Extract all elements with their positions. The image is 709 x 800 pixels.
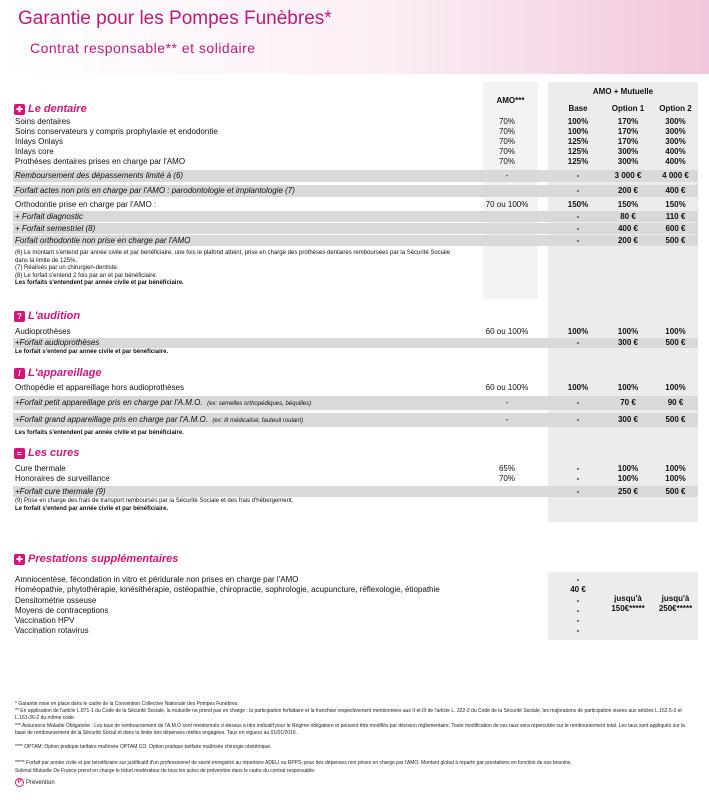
table-row bbox=[13, 338, 698, 348]
cell-base: - bbox=[576, 464, 580, 473]
table-row bbox=[13, 147, 698, 157]
ear-icon: ? bbox=[14, 311, 25, 322]
footnote-3: *** Assurance Maladie Obligatoire : Les taux de remboursement de l'A.M.O sont mentionnés ci-dessus à titre indicatif pour le Régime obligatoire et peuvent être modifiés par décision réglementaire. Toute modification de ces taux sera répercutée sur le remboursement total. Les taux sont appliqués sur la base de remboursement de la Sécurité Social et dans la limite des dépenses réelles engagées. Taux en vigueur au 01/01/2016. bbox=[15, 723, 685, 736]
row-label-text: +Forfait petit appareillage pris en charge par l'A.M.O. bbox=[15, 398, 203, 407]
section-dentaire bbox=[14, 102, 87, 116]
row-label: Soins dentaires bbox=[15, 117, 71, 126]
cell-option1: 3 000 € bbox=[614, 171, 642, 180]
table-row bbox=[13, 413, 698, 427]
row-label bbox=[15, 413, 303, 428]
cell-option2: 500 € bbox=[665, 487, 686, 496]
table-row bbox=[13, 157, 698, 167]
row-label: Forfait orthodontie non prise en charge par l'AMO bbox=[15, 236, 191, 245]
cell-base: - bbox=[576, 626, 580, 635]
cell-base: 40 € bbox=[570, 585, 586, 594]
cell-option1: 100% bbox=[617, 327, 639, 336]
cell-amo: 70% bbox=[498, 474, 515, 483]
row-label: Forfait actes non pris en charge par l'AMO : parodontologie et implantologie (7) bbox=[15, 186, 295, 195]
header-option2: Option 2 bbox=[659, 104, 692, 113]
cell-option1: 100% bbox=[617, 474, 639, 483]
cell-option1: 300% bbox=[617, 147, 639, 156]
cell-option1: 170% bbox=[617, 127, 639, 136]
section-appareillage bbox=[14, 366, 102, 380]
table-row bbox=[13, 396, 698, 410]
prevention-label: Prévention bbox=[26, 780, 55, 787]
footnote-1: * Garantie mise en place dans le cadre de la Convention Collective Nationale des Pompes Funèbres. bbox=[15, 701, 239, 707]
cell-base: - bbox=[576, 596, 580, 605]
note-line: (7) Réalisés par un chirurgien-dentiste. bbox=[15, 265, 119, 271]
table-row bbox=[13, 170, 698, 182]
cell-option1: 80 € bbox=[620, 212, 636, 221]
prestations-option1-value: 150€***** bbox=[611, 604, 645, 613]
note-line: dans la limite de 125%. bbox=[15, 257, 78, 264]
footnote-2: ** En application de l'article L.871-1 du Code de la Sécurité Sociale, la mutuelle ne prend pas en charge : la participation forfaitaire et la franchise respectivement mentionnées aux II et III de l'article L. 322-2 du Code de la Sécurité Sociale, les majorations de participation visées aux articles L.162.5-3 et L.161-36-2 du même code. bbox=[15, 708, 682, 721]
note-line: (8) Le forfait s'entend 2 fois par an et par bénéficiaire. bbox=[15, 272, 158, 279]
cell-base: - bbox=[576, 236, 580, 245]
row-label: Inlays Onlays bbox=[15, 137, 64, 146]
spa-icon: ≈ bbox=[14, 448, 25, 459]
cell-option2: 100% bbox=[665, 327, 686, 336]
table-row bbox=[13, 464, 698, 474]
cell-base: - bbox=[576, 224, 580, 233]
table-row bbox=[13, 596, 698, 606]
cell-option1: 200 € bbox=[617, 236, 639, 245]
cell-option2: 300% bbox=[665, 127, 686, 136]
cell-amo: - bbox=[505, 171, 509, 180]
cell-option2: 600 € bbox=[665, 224, 686, 233]
table-row bbox=[13, 626, 698, 636]
cell-option2: 150% bbox=[665, 200, 686, 209]
cell-option1: 170% bbox=[617, 137, 639, 146]
cell-option1: 100% bbox=[617, 464, 639, 473]
dentaire-notes bbox=[15, 250, 535, 288]
tooth-icon: ✚ bbox=[14, 104, 25, 115]
cell-option2: 100% bbox=[665, 383, 686, 392]
row-label: Inlays core bbox=[15, 147, 54, 156]
cell-option1: 300% bbox=[617, 157, 639, 166]
cell-option2: 300% bbox=[665, 137, 686, 146]
cell-base: - bbox=[576, 338, 580, 347]
row-label: Orthopédie et appareillage hors audioprothèses bbox=[15, 383, 185, 392]
cell-option2: 500 € bbox=[665, 415, 686, 424]
row-label: Orthodontie prise en charge par l'AMO : bbox=[15, 200, 157, 209]
section-title: Prestations supplémentaires bbox=[28, 553, 179, 565]
cell-option2: 100% bbox=[665, 474, 686, 483]
appareillage-note bbox=[15, 430, 535, 438]
row-example: (ex: semelles orthopédiques, béquilles) bbox=[207, 401, 312, 407]
cell-option2: 4 000 € bbox=[662, 171, 689, 180]
row-label: Honoraires de surveillance bbox=[15, 474, 110, 483]
table-row bbox=[13, 223, 698, 234]
table-row bbox=[13, 585, 698, 595]
cell-option2: 110 € bbox=[665, 212, 686, 221]
plus-cross-icon: ✚ bbox=[14, 554, 25, 565]
cell-base: 125% bbox=[567, 137, 589, 146]
table-row bbox=[13, 575, 698, 585]
cell-option1: 150% bbox=[617, 200, 639, 209]
note-line: (6) Le montant s'entend par année civile et par bénéficiaire, une fois le plafond atteint, prise en charge des prothèses dentaires remboursées par la Sécurité Sociale bbox=[15, 250, 451, 256]
note-line: (9) Prise en charge des frais de transport remboursés par la Sécurité Sociale et des frais d'hébergement. bbox=[15, 498, 294, 504]
table-row bbox=[13, 211, 698, 222]
table-row bbox=[13, 199, 698, 210]
row-example: (ex: lit médicalisé, fauteuil roulant) bbox=[212, 418, 304, 424]
cell-amo: 70% bbox=[498, 117, 515, 126]
header-option1: Option 1 bbox=[611, 104, 645, 113]
row-label: Soins conservateurs y compris prophylaxie et endodontie bbox=[15, 127, 218, 136]
table-row bbox=[13, 383, 698, 393]
cell-option2: 400% bbox=[665, 157, 686, 166]
cell-option1: 400 € bbox=[617, 224, 639, 233]
table-row bbox=[13, 117, 698, 127]
cell-base: 100% bbox=[567, 383, 589, 392]
row-label: + Forfait semestriel (8) bbox=[15, 224, 96, 233]
cell-option1: 170% bbox=[617, 117, 639, 126]
row-label: Cure thermale bbox=[15, 464, 66, 473]
section-title: Les cures bbox=[28, 447, 80, 459]
row-label: Audioprothèses bbox=[15, 327, 71, 336]
section-audition bbox=[14, 309, 80, 323]
prestations-option2-prefix: jusqu'à bbox=[661, 594, 690, 603]
header-amo-mutuelle: AMO + Mutuelle bbox=[592, 87, 654, 96]
cell-base: - bbox=[576, 186, 580, 195]
cell-base: 100% bbox=[567, 117, 589, 126]
prevention-legend bbox=[15, 778, 695, 788]
table-row bbox=[13, 327, 698, 337]
row-label: Moyens de contraceptions bbox=[15, 606, 109, 615]
footnote-6: Solimut Mutuelle De France prend en charge le ticket modérateur de tous les actes de prévention dans le cadre du contrat responsable. bbox=[15, 768, 316, 774]
row-label: Homéopathie, phytothérapie, kinésithérapie, ostéopathie, chiropractie, sophrologie, acupuncture, réflexologie, étiopathie bbox=[15, 585, 440, 594]
cell-option2: 90 € bbox=[667, 398, 684, 407]
row-label: +Forfait cure thermale (9) bbox=[15, 487, 106, 496]
section-title: L'appareillage bbox=[28, 367, 102, 379]
cell-base: 150% bbox=[567, 200, 589, 209]
note-bold: Les forfaits s'entendent par année civile et par bénéficiaire. bbox=[15, 280, 184, 286]
table-row bbox=[13, 235, 698, 246]
cell-option1: 300 € bbox=[617, 415, 639, 424]
section-title: L'audition bbox=[28, 310, 81, 322]
table-row bbox=[13, 137, 698, 147]
note-bold: Le forfait s'entend par année civile et par bénéficiaire. bbox=[15, 349, 169, 355]
page-header bbox=[0, 0, 709, 74]
cell-base: - bbox=[576, 616, 580, 625]
cell-option2: 400% bbox=[665, 147, 686, 156]
audition-note bbox=[15, 349, 535, 357]
prestations-option1-prefix: jusqu'à bbox=[614, 594, 642, 603]
row-label: +Forfait audioprothèses bbox=[15, 338, 100, 347]
header-amo: AMO*** bbox=[496, 96, 525, 105]
page-subtitle: Contrat responsable** et solidaire bbox=[30, 40, 256, 56]
cell-base: 125% bbox=[567, 157, 589, 166]
row-label-text: +Forfait grand appareillage pris en charge par l'A.M.O. bbox=[15, 415, 208, 424]
cell-amo: - bbox=[505, 398, 509, 407]
cell-amo: 70% bbox=[498, 157, 515, 166]
cell-base: - bbox=[576, 398, 580, 407]
cell-option1: 100% bbox=[617, 383, 639, 392]
cell-amo: 70% bbox=[498, 147, 515, 156]
cell-amo: 70% bbox=[498, 127, 515, 136]
table-row bbox=[13, 616, 698, 626]
cell-option1: 200 € bbox=[617, 186, 639, 195]
cell-amo: - bbox=[505, 415, 509, 424]
cell-base: - bbox=[576, 606, 580, 615]
row-label: Vaccination HPV bbox=[15, 616, 75, 625]
page-title: Garantie pour les Pompes Funèbres* bbox=[18, 8, 332, 29]
row-label: Prothèses dentaires prises en charge par l'AMO bbox=[15, 157, 186, 166]
cell-option1: 250 € bbox=[617, 487, 639, 496]
cell-base: - bbox=[576, 415, 580, 424]
cell-amo: 60 ou 100% bbox=[485, 327, 529, 336]
cell-base: 125% bbox=[567, 147, 589, 156]
cell-option2: 100% bbox=[665, 464, 686, 473]
row-label bbox=[15, 396, 311, 411]
note-bold: Les forfaits s'entendent par année civile et par bénéficiaire. bbox=[15, 430, 184, 436]
cell-base: 100% bbox=[567, 327, 589, 336]
cell-option1: 70 € bbox=[620, 398, 636, 407]
cell-option2: 300% bbox=[665, 117, 686, 126]
footnote-5: ***** Forfait par année civile et par bénéficiaire sur justificatif d'un professionnel de santé enregistré au répertoire ADELI ou RPPS, pour des dépenses non prises en charge par l'AMO. Montant global à répartir par prestations en fonction de vos besoins. bbox=[15, 760, 572, 766]
row-label: Vaccination rotavirus bbox=[15, 626, 89, 635]
cell-option1: 300 € bbox=[617, 338, 639, 347]
cell-base: - bbox=[576, 171, 580, 180]
section-prestations bbox=[14, 552, 178, 566]
table-row bbox=[13, 606, 698, 616]
cell-amo: 65% bbox=[498, 464, 515, 473]
header-base: Base bbox=[568, 104, 588, 113]
table-row bbox=[13, 474, 698, 484]
cures-notes bbox=[15, 498, 535, 513]
row-label: Densitométrie osseuse bbox=[15, 596, 97, 605]
cell-amo: 70 ou 100% bbox=[485, 200, 529, 209]
cell-amo: 70% bbox=[498, 137, 515, 146]
cell-option2: 500 € bbox=[665, 236, 686, 245]
cell-option2: 400 € bbox=[665, 186, 686, 195]
section-title: Le dentaire bbox=[28, 103, 87, 115]
cell-base: - bbox=[576, 474, 580, 483]
cell-option2: 500 € bbox=[665, 338, 686, 347]
section-cures bbox=[14, 446, 79, 460]
row-label: Remboursement des dépassements limité à (6) bbox=[15, 171, 184, 180]
cell-base: - bbox=[576, 487, 580, 496]
cell-base: 100% bbox=[567, 127, 589, 136]
table-row bbox=[13, 127, 698, 137]
row-label: + Forfait diagnostic bbox=[15, 212, 83, 221]
table-row bbox=[13, 185, 698, 197]
prestations-option2-value: 250€***** bbox=[658, 604, 693, 613]
row-label: Amniocentèse, fécondation in vitro et péridurale non prises en charge par l'AMO bbox=[15, 575, 299, 584]
note-bold: Le forfait s'entend par année civile et par bénéficiaire. bbox=[15, 505, 169, 512]
cell-amo: 60 ou 100% bbox=[485, 383, 529, 392]
crutch-icon: / bbox=[14, 368, 25, 379]
prevention-icon: P bbox=[15, 778, 24, 787]
cell-base: - bbox=[576, 575, 580, 584]
table-row bbox=[13, 486, 698, 497]
cell-base: - bbox=[576, 212, 580, 221]
footnote-4: **** OPTAM: Option pratique tarifaire maîtrisée OPTAM CO: Option pratique tarifaire maîtrisée chirurgie obstétrique. bbox=[15, 744, 272, 750]
